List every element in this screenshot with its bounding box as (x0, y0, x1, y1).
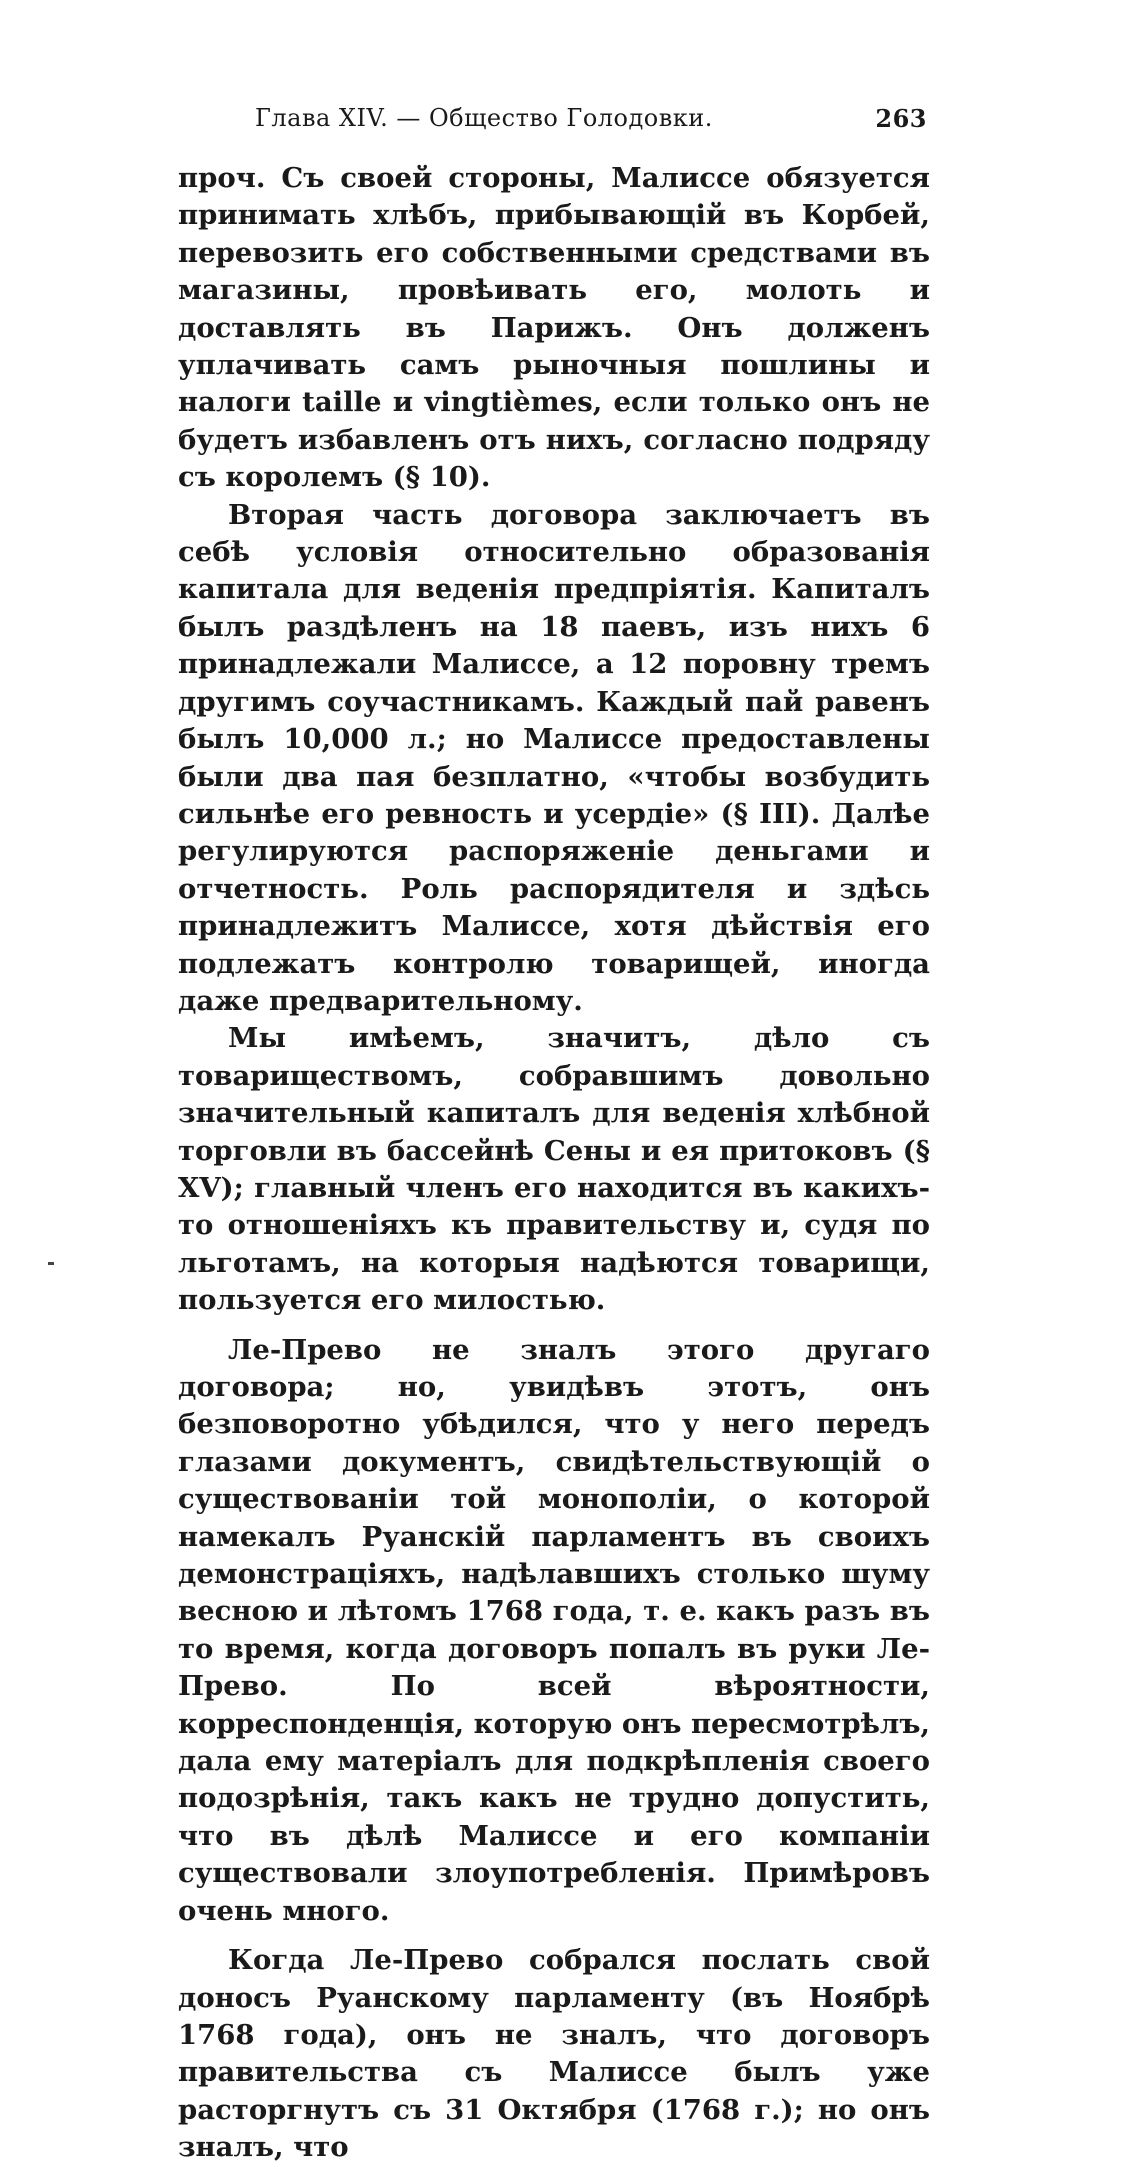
margin-speck (48, 1262, 54, 1265)
paragraph-1: проч. Съ своей стороны, Малиссе обязуется принимать хлѣбъ, прибывающій въ Корбей, перевозить его собственными средствами въ магазины, провѣивать его, молоть и доставлять въ Парижъ. Онъ долженъ уплачивать самъ рыночныя пошлины и налоги taille и vingtièmes, если только онъ не будетъ избавленъ отъ нихъ, согласно подряду съ королемъ (§ 10). (178, 162, 930, 494)
running-header (255, 100, 927, 136)
body-text (178, 160, 930, 2167)
paragraph-5: Когда Ле-Прево собрался послать свой доносъ Руанскому парламенту (въ Ноябрѣ 1768 года), онъ не зналъ, что договоръ правительства съ Малиссе былъ уже расторгнутъ съ 31 Октября (1768 г.); но онъ зналъ, что (178, 1944, 930, 2164)
paragraph-4: Ле-Прево не зналъ этого другаго договора; но, увидѣвъ этотъ, онъ безповоротно убѣдился, что у него передъ глазами документъ, свидѣтельствующій о существованіи той монополіи, о которой намекалъ Руанскій парламентъ въ своихъ демонстраціяхъ, надѣлавшихъ столько шуму весною и лѣтомъ 1768 года, т. е. какъ разъ въ то время, когда договоръ попалъ въ руки Ле-Прево. По всей вѣроятности, корреспонденція, которую онъ пересмотрѣлъ, дала ему матеріалъ для подкрѣпленія своего подозрѣнія, такъ какъ не трудно допустить, что въ дѣлѣ Малиссе и его компаніи существовали злоупотребленія. Примѣровъ очень много. (178, 1333, 930, 1927)
paragraph-2: Вторая часть договора заключаетъ въ себѣ условія относительно образованія капитала для веденія предпріятія. Капиталъ былъ раздѣленъ на 18 паевъ, изъ нихъ 6 принадлежали Малиссе, а 12 поровну тремъ другимъ соучастникамъ. Каждый пай равенъ былъ 10,000 л.; но Малиссе предоставлены были два пая безплатно, «чтобы возбудить сильнѣе его ревность и усердіе» (§ III). Далѣе регулируются распоряженіе деньгами и отчетность. Роль распорядителя и здѣсь принадлежитъ Малиссе, хотя дѣйствія его подлежатъ контролю товарищей, иногда даже предварительному. (178, 498, 930, 1017)
paragraph-3: Мы имѣемъ, значитъ, дѣло съ товариществомъ, собравшимъ довольно значительный капиталъ для веденія хлѣбной торговли въ бассейнѣ Сены и ея притоковъ (§ XV); главный членъ его находится въ какихъ-то отношеніяхъ къ правительству и, судя по льготамъ, на которыя надѣются товарищи, пользуется его милостью. (178, 1022, 930, 1317)
chapter-title: Глава XIV. — Общество Голодовки. (255, 104, 713, 132)
page-number: 263 (875, 104, 927, 133)
